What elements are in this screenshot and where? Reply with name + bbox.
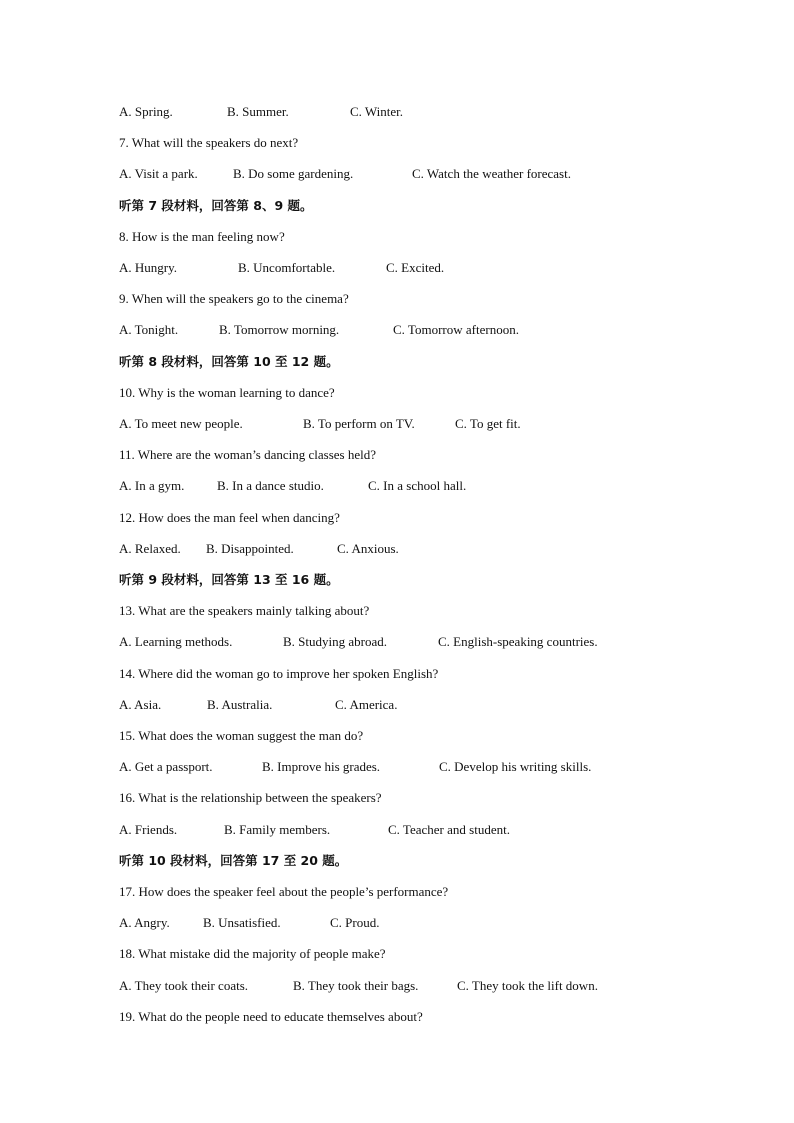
section-heading: 听第 9 段材料，回答第 13 至 16 题。 [119, 572, 339, 587]
question-text: 11. Where are the woman’s dancing classes held? [119, 447, 377, 462]
answer-option-a: A. Hungry. [119, 260, 178, 275]
section-heading: 听第 8 段材料，回答第 10 至 12 题。 [119, 354, 339, 369]
question-text: 13. What are the speakers mainly talking about? [119, 603, 370, 618]
answer-options-row [0, 414, 794, 434]
question-text: 8. How is the man feeling now? [119, 229, 285, 244]
answer-options-row [0, 976, 794, 996]
answer-option-c: C. Winter. [350, 104, 404, 119]
answer-option-a: A. Friends. [119, 822, 178, 837]
answer-option-a: A. Learning methods. [119, 634, 233, 649]
answer-options-row [0, 258, 794, 278]
answer-option-a: A. Get a passport. [119, 759, 213, 774]
answer-option-c: C. Anxious. [337, 541, 399, 556]
answer-option-c: C. In a school hall. [368, 478, 467, 493]
answer-options-row [0, 320, 794, 340]
answer-option-a: A. Tonight. [119, 322, 179, 337]
answer-option-a: A. To meet new people. [119, 416, 243, 431]
answer-options-row [0, 632, 794, 652]
answer-option-c: C. English-speaking countries. [438, 634, 598, 649]
question-text: 12. How does the man feel when dancing? [119, 510, 340, 525]
question-text: 18. What mistake did the majority of people make? [119, 946, 386, 961]
answer-option-c: C. Tomorrow afternoon. [393, 322, 519, 337]
question-text: 9. When will the speakers go to the cinema? [119, 291, 349, 306]
question-text: 10. Why is the woman learning to dance? [119, 385, 335, 400]
question-text: 16. What is the relationship between the speakers? [119, 790, 382, 805]
question-text: 15. What does the woman suggest the man do? [119, 728, 364, 743]
answer-option-c: C. To get fit. [455, 416, 521, 431]
answer-option-b: B. To perform on TV. [303, 416, 415, 431]
answer-option-b: B. They took their bags. [293, 978, 419, 993]
answer-options-row [0, 164, 794, 184]
answer-option-a: A. In a gym. [119, 478, 185, 493]
answer-options-row [0, 102, 794, 122]
question-text: 7. What will the speakers do next? [119, 135, 299, 150]
answer-option-c: C. Excited. [386, 260, 445, 275]
answer-option-a: A. Relaxed. [119, 541, 181, 556]
answer-option-b: B. Australia. [207, 697, 273, 712]
answer-option-b: B. Uncomfortable. [238, 260, 336, 275]
section-heading: 听第 7 段材料，回答第 8、9 题。 [119, 198, 313, 213]
answer-option-a: A. They took their coats. [119, 978, 249, 993]
answer-option-c: C. They took the lift down. [457, 978, 598, 993]
answer-option-a: A. Visit a park. [119, 166, 198, 181]
answer-option-a: A. Angry. [119, 915, 170, 930]
answer-options-row [0, 820, 794, 840]
answer-options-row [0, 539, 794, 559]
answer-option-c: C. America. [335, 697, 398, 712]
answer-option-a: A. Asia. [119, 697, 162, 712]
answer-option-b: B. Unsatisfied. [203, 915, 281, 930]
answer-options-row [0, 695, 794, 715]
answer-option-b: B. Do some gardening. [233, 166, 354, 181]
answer-option-b: B. Disappointed. [206, 541, 294, 556]
answer-option-b: B. In a dance studio. [217, 478, 324, 493]
answer-options-row [0, 913, 794, 933]
answer-option-b: B. Summer. [227, 104, 289, 119]
answer-option-b: B. Tomorrow morning. [219, 322, 340, 337]
question-text: 14. Where did the woman go to improve her spoken English? [119, 666, 439, 681]
answer-option-b: B. Improve his grades. [262, 759, 381, 774]
question-text: 19. What do the people need to educate themselves about? [119, 1009, 423, 1024]
answer-option-c: C. Proud. [330, 915, 380, 930]
answer-option-c: C. Develop his writing skills. [439, 759, 592, 774]
answer-option-a: A. Spring. [119, 104, 173, 119]
answer-option-c: C. Watch the weather forecast. [412, 166, 571, 181]
section-heading: 听第 10 段材料，回答第 17 至 20 题。 [119, 853, 348, 868]
answer-options-row [0, 757, 794, 777]
answer-option-b: B. Family members. [224, 822, 331, 837]
answer-option-c: C. Teacher and student. [388, 822, 510, 837]
question-text: 17. How does the speaker feel about the people’s performance? [119, 884, 449, 899]
answer-options-row [0, 476, 794, 496]
answer-option-b: B. Studying abroad. [283, 634, 387, 649]
